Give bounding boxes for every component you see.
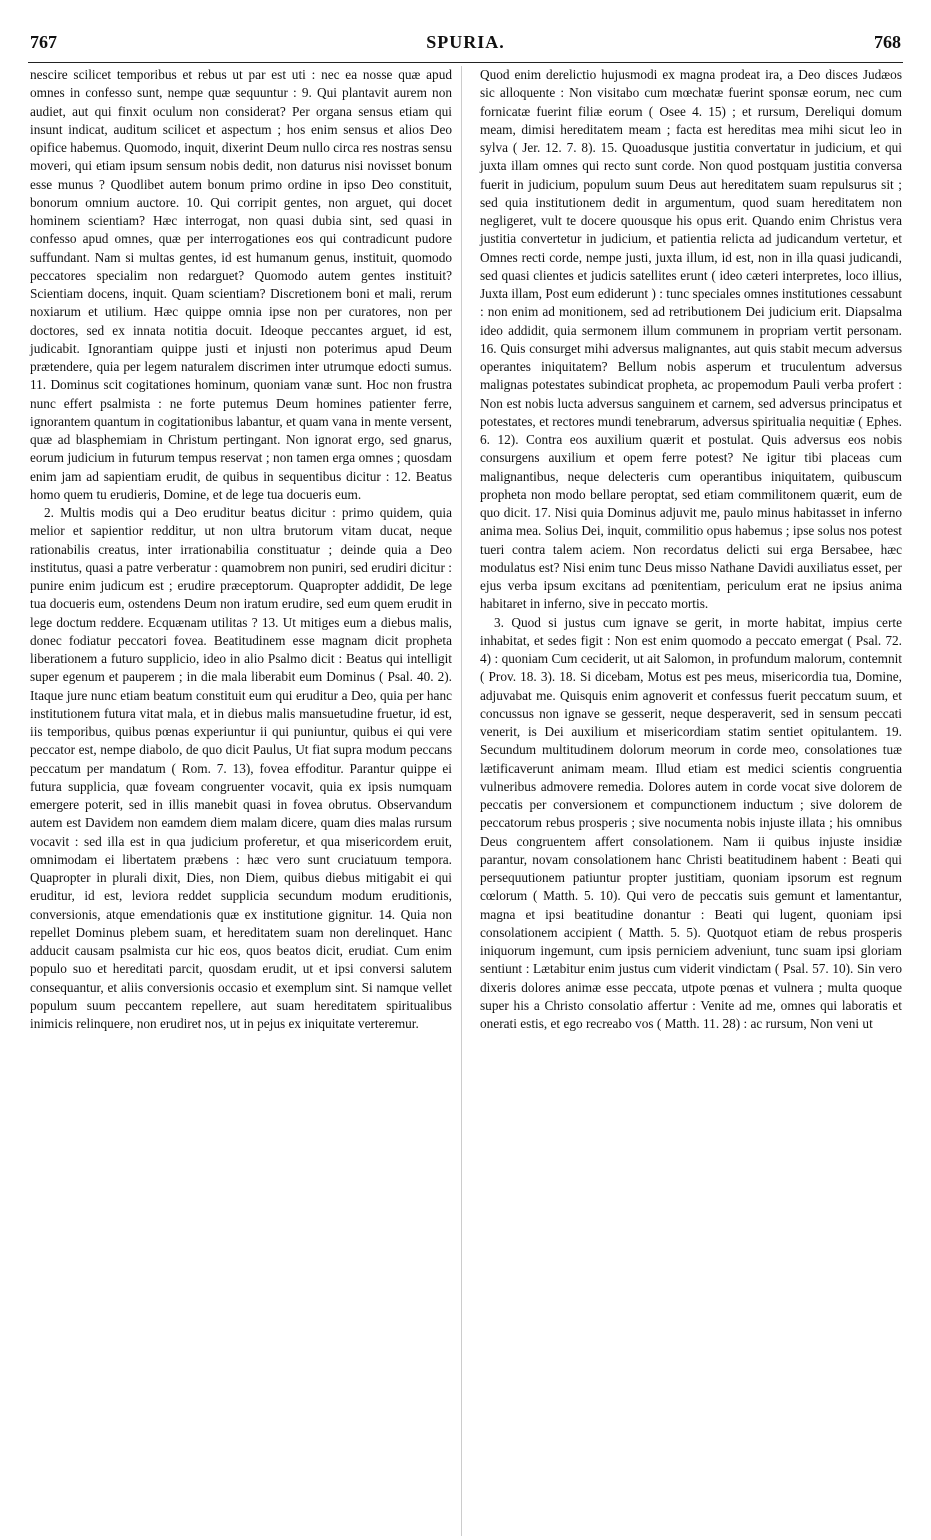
running-title: SPURIA. [426,32,505,52]
left-column [30,66,452,1033]
right-paragraph-2: 3. Quod si justus cum ignave se gerit, in morte habitat, impius certe inhabitat, et sedes figit : Non est enim quomodo a peccato emergat ( Psal. 72. 4) : quoniam Cum ceciderit, ut ait Salomon, in profundum malorum, contemnit ( Prov. 18. 3). 18. Si dicebam, Motus est pes meus, misericordia tua, Domine, adjuvabat me. Quisquis enim agnoverit et confessus fuerit peccatum suum, et concussus non ignave se gesserit, neque desperaverit, sed in sensum peccati venerit, is Dei auxilium et misericordiam statim sentiet opitulantem. 19. Secundum multitudinem dolorum meorum in corde meo, consolationes tuæ lætificaverunt animam meam. Illud etiam est medici scientis congruentia vulneribus admovere remedia. Dolores autem in corde vocat sive dolorem de peccatis per conversionem et compunctionem inductum ; sive dolorem de peccatorum rebus prosperis ; sive nocumenta nobis injuste illata ; his omnibus Deus congruentem affert consolationem. Nam ii quibus injuste insidiæ parantur, novam consolationem hanc Christi beatitudinem habent : Beati qui persequutionem patiuntur propter justitiam, quoniam ipsorum est regnum cœlorum ( Matth. 5. 10). Qui vero de peccatis suis gemunt et lamentantur, magna et ipsi beatitudine donantur : Beati qui lugent, quoniam ipsi consolationem accipient ( Matth. 5. 5). Quotquot etiam de rebus prosperis iniquorum ingemunt, cum ipsis perniciem adveniunt, tunc suam ipsi gloriam sentiunt : Lætabitur enim justus cum viderit vindictam ( Psal. 57. 10). Sin vero dixeris dolores animæ esse peccata, utpote pœnas et vulnera ; multa quoque super his a Christo consolatio affertur : Venite ad me, omnes qui laboratis et onerati estis, et ego recreabo vos ( Matth. 11. 28) : ac rursum, Non veni ut [480,614,902,1031]
right-page-number: 768 [874,32,901,52]
right-column [480,66,902,1033]
left-paragraph-2: 2. Multis modis qui a Deo eruditur beatus dicitur : primo quidem, quia melior et sapientior redditur, ut non ultra brutorum vitam ducat, neque rationabilis creatus, inter irrationabilia constituatur ; deinde quia a Deo institutus, quasi a patre verberatur : quamobrem non puniri, sed erudiri dicitur : punire enim judicum est ; erudire præceptorum. Quapropter addidit, De lege tua docueris eum, ostendens Deum non iratum erudire, sed eum quem erudit in lege doctum reddere. Ecquænam utilitas ? 13. Ut mitiges eum a diebus malis, donec fodiatur peccatori fovea. Beatitudinem esse magnam dicit propheta liberationem a futuro supplicio, ideo in alio Psalmo dicit : Beatus qui intelligit super egenum et pauperem ; in die mala liberabit eum Dominus ( Psal. 40. 2). Itaque jure nunc etiam beatum constituit eum qui eruditur a Deo, quia per hanc institutionem futura vitat mala, et in diebus malis mansuetudine fruetur, id est, iis temporibus, quibus pœnas experiuntur ii qui puniuntur, quibus ei qui vere peccator est, nempe diabolo, de quo dicit Paulus, Ut fiat supra modum peccans peccatum per mandatum ( Rom. 7. 13), fovea effoditur. Parantur quippe ei futura supplicia, quæ foveam congruenter vocavit, quia ex ipsis numquam emergere poterit, sed in illis manebit quasi in fovea obrutus. Observandum autem est Davidem non eamdem diem malam dicere, quam dies malas rursum vocavit : sed illa est in qua judicium proferetur, et qua misericordem eruit, omnimodam ei libertatem præbens : hæc vero sunt cruciatuum tempora. Quapropter in plurali dixit, Dies, non Diem, quibus diebus mitigabit ei qui eruditur, id est, leviora reddet supplicia secundum modum eruditionis, conversionis, atque emendationis quæ ex institutione gignitur. 14. Quia non repellet Dominus plebem suam, et hereditatem suam non derelinquet. Hanc adducit causam psalmista cur hic eos, quos beatos dicit, erudiat. Cum enim populo suo et hereditati parcit, quosdam erudit, ut et ipsi conversi salutem consequantur, et aliis conversionis occasio et exemplum sint. Si namque vellet populum suum peccantem repellere, aut suam hereditatem spiritualibus inimicis relinquere, non erudiret nos, ut in pejus ex iniquitate verteremur. [30,505,452,1031]
left-page-number: 767 [30,32,57,52]
left-paragraph-1: nescire scilicet temporibus et rebus ut par est uti : nec ea nosse quæ apud omnes in confesso sunt, nempe quæ sequuntur : 9. Qui plantavit aurem non audiet, aut qui finxit oculum non considerat? Per organa sensus etiam qui insunt indicat, auditum scilicet et aspectum ; hos enim sensus et alios Deo opifice habemus. Quomodo, inquit, dixerint Deum nullo circa res nostras sensu moveri, qui etiam ipsum sensum nobis dedit, non daturus nisi novisset bonum esse munus ? Quodlibet autem bonum primo ordine in ipso Deo constituit, bonorum omnium auctore. 10. Qui corripit gentes, non arguet, qui docet hominem scientiam? Hæc interrogat, non quasi dubia sint, sed quasi in confesso apud omnes, quæ per interrogationes eos qui contradicunt pudore suffundant. Nam si multas gentes, id est humanum genus, instituit, quomodo peccatores specialim non redarguet? Quomodo autem gentes instituit? Scientiam docens, inquit. Quam scientiam? Discretionem boni et mali, rerum noxiarum et utilium. Hæc quippe omnia ipse non per curatores, non per doctores, sed ex innata notitia docuit. Ideoque peccantes arguet, id est, judicabit. Ignorantiam quippe justi et injusti non poterimus apud Deum prætendere, quia per legem naturalem discrimen inter utrumque edocti sumus. 11. Dominus scit cogitationes hominum, quoniam vanæ sunt. Hoc non frustra nunc effert psalmista : ne forte putemus Deum homines patienter ferre, ignorantem quantum in cogitationibus labantur, et quam vana in mente versent, quæ ad blasphemiam in Christum pertingant. Non ignorat ergo, sed gnarus, eorum judicium in futurum tempus reservat ; non tamen erga omnes ; quosdam enim jam ad sapientiam erudit, de quibus in sequentibus dicitur : 12. Beatus homo quem tu erudieris, Domine, et de lege tua docueris eum. [30,67,452,502]
right-paragraph-1: Quod enim derelictio hujusmodi ex magna prodeat ira, a Deo disces Judæos sic alloquente : Non visitabo cum mœchatæ fuerint sponsæ eorum, nec cum fornicatæ fuerint filiæ eorum ( Osee 4. 15) ; et rursum, Dereliqui domum meam, dimisi hereditatem meam ; facta est hereditas mea mihi sicut leo in sylva ( Jer. 12. 7. 8). 15. Quoadusque justitia convertatur in judicium, et qui juxta illam omnes qui recto sunt corde. Non quod postquam justitia conversa fuerit in judicium, populum suum Deus aut hereditatem suam repulsurus sit ; sed quia institutionem dedit in argumentum, quod suam hereditatem non negligeret, vult te docere quousque his opus erit. Quando enim Christus vera justitia convertetur in judicium, et patientia relicta ad judicandum vertetur, et Omnes recti corde, nempe justi, juxta illum, id est, non in illa quasi judicandi, sed quasi clientes et judicis satellites erunt ( ideo cæteri interpretes, loco illius, Juxta illam, Post eum ediderunt ) : tunc speciales omnes institutiones cessabunt : non enim ad monitionem, sed ad retributionem Dei judicium erit. Diapsalma ideo addidit, quia sermonem illum communem in propriam vertit personam. 16. Quis consurget mihi adversus malignantes, aut quis stabit mecum adversus operantes iniquitatem? Bellum nobis asperum et truculentum adversus malignas potestates subindicat propheta, ac propemodum Pauli verba profert : Non est nobis lucta adversus sanguinem et carnem, sed adversus principatus et potestates, et rectores mundi tenebrarum, adversus spiritualia nequitiæ ( Ephes. 6. 12). Contra eos auxilium quærit et postulat. Quis adversus eos nobis consurgens auxilium et opem ferre potest? Ne igitur tibi placeas cum malignantibus, neque delecteris cum operantibus iniquitatem, quibuscum propheta non modo bellare peroptat, sed etiam commilitonem quærit, eum de quo dicit. 17. Nisi quia Dominus adjuvit me, paulo minus habitasset in inferno anima mea. Solius Dei, inquit, commilitio opus habemus ; ipse solus nos potest tueri contra talem aciem. Non recordatus delicti sui erga Bersabee, hæc modulatus est? Nisi enim tunc Deus misso Nathane Davidi auxiliatus esset, per ejus verba ipsum excitans ad pœnitentiam, periculum erat ne ipsius anima habitaret in inferno, sive in peccato mortis. [480,67,902,612]
column-divider [461,66,462,1536]
header-rule [28,62,903,63]
running-header [0,32,931,60]
